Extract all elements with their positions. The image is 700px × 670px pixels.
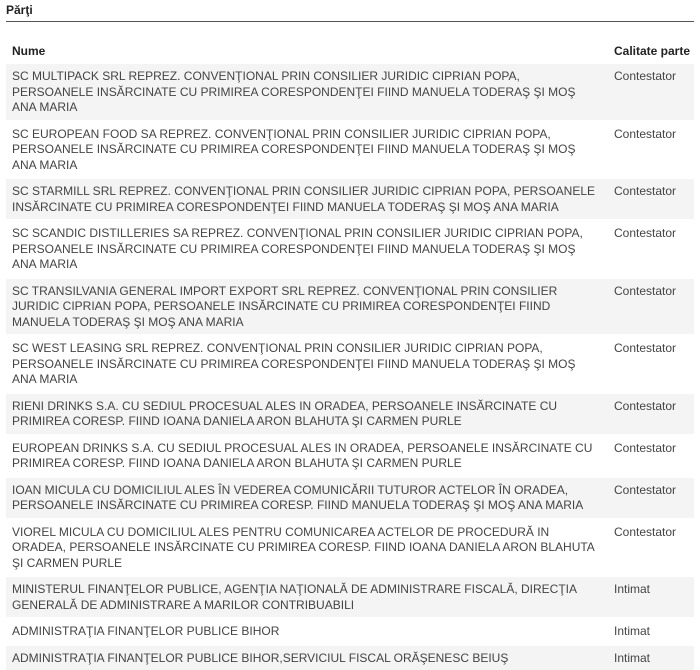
party-name: EUROPEAN DRINKS S.A. CU SEDIUL PROCESUAL ALES IN ORADEA, PERSOANELE INSĂRCINATE CU PRIMIREA CORESP. FIIND IOANA DANIELA ARON BLAHUTA ŞI CARMEN PURLE [6,436,608,476]
table-row [6,436,694,476]
table-row [6,394,694,434]
table-row [6,336,694,392]
party-name: ADMINISTRAŢIA FINANŢELOR PUBLICE BIHOR,SERVICIUL FISCAL ORĂŞENESC BEIUŞ [6,646,608,670]
party-name: ADMINISTRAŢIA FINANŢELOR PUBLICE BIHOR [6,619,608,644]
table-body [6,64,694,670]
party-role: Contestator [608,279,694,335]
parti-table [6,44,694,670]
party-role: Contestator [608,179,694,219]
party-role: Contestator [608,520,694,576]
party-role: Intimat [608,646,694,670]
table-row [6,520,694,576]
table-header-row [6,44,694,64]
party-role: Contestator [608,122,694,178]
table-row [6,577,694,617]
table-row [6,646,694,670]
party-name: MINISTERUL FINANŢELOR PUBLICE, AGENŢIA NAŢIONALĂ DE ADMINISTRARE FISCALĂ, DIRECŢIA GENERALĂ DE ADMINISTRARE A MARILOR CONTRIBUABILI [6,577,608,617]
column-header-nume: Nume [6,44,608,64]
table-row [6,619,694,644]
column-header-calitate-parte: Calitate parte [608,44,694,64]
party-role: Contestator [608,394,694,434]
party-name: SC EUROPEAN FOOD SA REPREZ. CONVENŢIONAL PRIN CONSILIER JURIDIC CIPRIAN POPA, PERSOANELE INSĂRCINATE CU PRIMIREA CORESPONDENŢEI FIIND MANUELA TODERAŞ ŞI MOŞ ANA MARIA [6,122,608,178]
table-row [6,179,694,219]
party-name: SC SCANDIC DISTILLERIES SA REPREZ. CONVENŢIONAL PRIN CONSILIER JURIDIC CIPRIAN POPA, PERSOANELE INSĂRCINATE CU PRIMIREA CORESPONDENŢEI FIIND MANUELA TODERAŞ ŞI MOŞ ANA MARIA [6,221,608,277]
party-role: Contestator [608,221,694,277]
party-role: Intimat [608,619,694,644]
party-name: VIOREL MICULA CU DOMICILIUL ALES PENTRU COMUNICAREA ACTELOR DE PROCEDURĂ IN ORADEA, PERSOANELE INSĂRCINATE CU PRIMIREA CORESP. FIIND IOANA DANIELA ARON BLAHUTA ŞI CARMEN PURLE [6,520,608,576]
party-role: Contestator [608,336,694,392]
party-name: SC WEST LEASING SRL REPREZ. CONVENŢIONAL PRIN CONSILIER JURIDIC CIPRIAN POPA, PERSOANELE INSĂRCINATE CU PRIMIREA CORESPONDENŢEI FIIND MANUELA TODERAŞ ŞI MOŞ ANA MARIA [6,336,608,392]
section-title: Părţi [6,3,33,17]
party-name: SC MULTIPACK SRL REPREZ. CONVENŢIONAL PRIN CONSILIER JURIDIC CIPRIAN POPA, PERSOANELE INSĂRCINATE CU PRIMIREA CORESPONDENŢEI FIIND MANUELA TODERAŞ ŞI MOŞ ANA MARIA [6,64,608,120]
party-role: Contestator [608,64,694,120]
party-role: Intimat [608,577,694,617]
party-name: IOAN MICULA CU DOMICILIUL ALES ÎN VEDEREA COMUNICĂRII TUTUROR ACTELOR ÎN ORADEA, PERSOANELE INSĂRCINATE CU PRIMIREA CORESP. FIIND MANUELA TODERAŞ ŞI MOŞ ANA MARIA [6,478,608,518]
table-row [6,279,694,335]
table-row [6,64,694,120]
section-divider [6,21,694,22]
table-row [6,478,694,518]
party-role: Contestator [608,478,694,518]
party-name: SC STARMILL SRL REPREZ. CONVENŢIONAL PRIN CONSILIER JURIDIC CIPRIAN POPA, PERSOANELE INSĂRCINATE CU PRIMIREA CORESPONDENŢEI FIIND MANUELA TODERAŞ ŞI MOŞ ANA MARIA [6,179,608,219]
table-row [6,221,694,277]
party-name: RIENI DRINKS S.A. CU SEDIUL PROCESUAL ALES IN ORADEA, PERSOANELE INSĂRCINATE CU PRIMIREA CORESP. FIIND IOANA DANIELA ARON BLAHUTA ŞI CARMEN PURLE [6,394,608,434]
party-name: SC TRANSILVANIA GENERAL IMPORT EXPORT SRL REPREZ. CONVENŢIONAL PRIN CONSILIER JURIDIC CIPRIAN POPA, PERSOANELE INSĂRCINATE CU PRIMIREA CORESPONDENŢEI FIIND MANUELA TODERAŞ ŞI MOŞ ANA MARIA [6,279,608,335]
party-role: Contestator [608,436,694,476]
table-row [6,122,694,178]
